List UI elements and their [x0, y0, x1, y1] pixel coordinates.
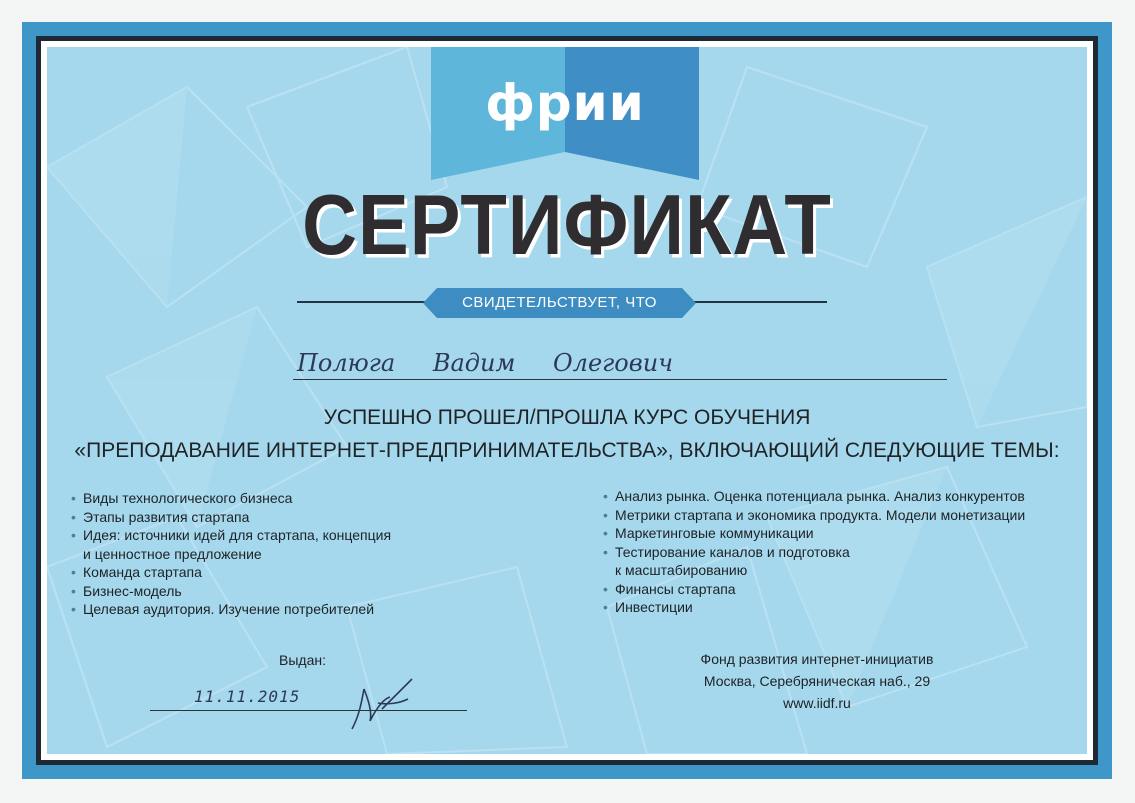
topic-item: [603, 524, 1043, 543]
topic-item: [603, 487, 1043, 506]
topic-item-line: • Целевая аудитория. Изучение потребителей: [83, 601, 375, 617]
topics-list-right: [603, 487, 1043, 617]
organization-address: Москва, Серебряническая наб., 29: [703, 673, 931, 689]
subtitle-badge: СВИДЕТЕЛЬСТВУЕТ, ЧТО: [437, 288, 682, 318]
logo-ribbon: [431, 47, 699, 180]
topic-item: [71, 600, 451, 619]
topic-item-line: • Анализ рынка. Оценка потенциала рынка. Анализ конкурентов: [615, 488, 1025, 504]
organization-name: Фонд развития интернет-инициатив: [700, 651, 934, 667]
topic-item-line: • Бизнес-модель: [83, 582, 182, 599]
certificate-paper: [47, 47, 1087, 754]
topic-item: [603, 598, 1043, 617]
certificate-title: СЕРТИФИКАТ: [302, 177, 832, 274]
signature: [342, 659, 422, 739]
issued-date: 11.11.2015: [194, 687, 301, 706]
issued-label: Выдан:: [279, 652, 326, 668]
topic-item-line: • Маркетинговые коммуникации: [615, 525, 814, 541]
topic-item: [71, 582, 451, 601]
course-title: «ПРЕПОДАВАНИЕ ИНТЕРНЕТ-ПРЕДПРИНИМАТЕЛЬСТВА», ВКЛЮЧАЮЩИЙ СЛЕДУЮЩИЕ ТЕМЫ:: [74, 439, 1060, 462]
topic-item-line: к масштабированию: [615, 562, 748, 578]
topic-item: [603, 580, 1043, 599]
topic-item-line: • Команда стартапа: [83, 564, 202, 580]
recipient-name: Полюга Вадим Олегович: [297, 349, 674, 377]
logo: фрии: [485, 74, 645, 132]
organization-block: [667, 648, 967, 714]
topic-item: [71, 489, 451, 508]
topic-item: [71, 526, 451, 563]
topic-item-line: • Финансы стартапа: [615, 580, 736, 597]
topic-item: [603, 506, 1043, 525]
topic-item: [71, 563, 451, 582]
topics-list-left: [71, 489, 451, 619]
topic-item-line: • Идея: источники идей для стартапа, концепция: [83, 527, 392, 543]
topic-item-line: • Тестирование каналов и подготовка: [615, 543, 850, 560]
topic-item-line: • Виды технологического бизнеса: [83, 490, 293, 506]
topic-item: [603, 543, 1043, 580]
topic-item-line: • Метрики стартапа и экономика продукта. Модели монетизации: [615, 506, 1026, 523]
topic-item: [71, 508, 451, 527]
organization-website: www.iidf.ru: [783, 695, 851, 711]
topic-item-line: • Инвестиции: [615, 599, 693, 615]
topic-item-line: • Этапы развития стартапа: [83, 508, 250, 525]
course-statement: УСПЕШНО ПРОШЕЛ/ПРОШЛА КУРС ОБУЧЕНИЯ: [323, 406, 811, 429]
topic-item-line: и ценностное предложение: [83, 545, 262, 562]
name-underline: [293, 379, 947, 380]
